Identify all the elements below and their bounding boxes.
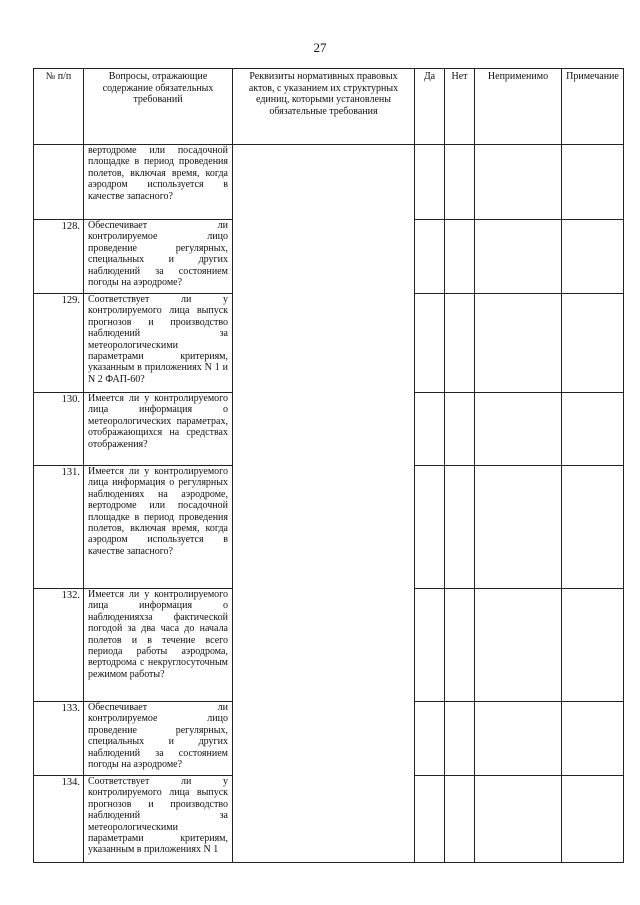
yes-cell[interactable] xyxy=(415,466,445,589)
no-cell[interactable] xyxy=(445,220,475,294)
note-cell[interactable] xyxy=(562,466,624,589)
note-cell[interactable] xyxy=(562,294,624,393)
question-text: Имеется ли у контролируемого лица информация о регулярных наблюдениях на аэродроме, вертодроме или посадочной площадке в период проведения полетов, включая время, когда аэродром используется в качестве запасного? xyxy=(84,466,233,589)
checklist-table xyxy=(33,68,624,863)
row-number: 130. xyxy=(34,393,84,466)
yes-cell[interactable] xyxy=(415,145,445,220)
yes-cell[interactable] xyxy=(415,589,445,702)
note-cell[interactable] xyxy=(562,702,624,776)
page-number: 27 xyxy=(313,40,327,55)
na-cell[interactable] xyxy=(475,294,562,393)
na-cell[interactable] xyxy=(475,702,562,776)
header-na: Неприменимо xyxy=(475,69,562,145)
row-number: 134. xyxy=(34,776,84,863)
table-row xyxy=(34,145,624,220)
requisites-cell xyxy=(233,145,415,863)
note-cell[interactable] xyxy=(562,589,624,702)
header-no: Нет xyxy=(445,69,475,145)
yes-cell[interactable] xyxy=(415,294,445,393)
yes-cell[interactable] xyxy=(415,220,445,294)
row-number: 129. xyxy=(34,294,84,393)
question-text: Имеется ли у контролируемого лица информация о наблюденияхза фактической погодой за два часа до начала полетов и в течение всего периода работы аэродрома, вертодрома с некруглосуточным режимом работы? xyxy=(84,589,233,702)
question-text: Соответствует ли у контролируемого лица выпуск прогнозов и производство наблюдений за метеорологическими параметрами критериям, указанным в приложениях N 1 xyxy=(84,776,233,863)
row-number: 131. xyxy=(34,466,84,589)
question-text: Соответствует ли у контролируемого лица выпуск прогнозов и производство наблюдений за метеорологическими параметрами критериям, указанным в приложениях N 1 и N 2 ФАП-60? xyxy=(84,294,233,393)
no-cell[interactable] xyxy=(445,294,475,393)
header-num: № п/п xyxy=(34,69,84,145)
header-row xyxy=(34,69,624,145)
row-number xyxy=(34,145,84,220)
note-cell[interactable] xyxy=(562,776,624,863)
yes-cell[interactable] xyxy=(415,702,445,776)
question-text: Обеспечивает ли контролируемое лицо проведение регулярных, специальных и других наблюдений за состоянием погоды на аэродроме? xyxy=(84,702,233,776)
note-cell[interactable] xyxy=(562,145,624,220)
no-cell[interactable] xyxy=(445,393,475,466)
question-text: Обеспечивает ли контролируемое лицо проведение регулярных, специальных и других наблюдений за состоянием погоды на аэродроме? xyxy=(84,220,233,294)
row-number: 132. xyxy=(34,589,84,702)
note-cell[interactable] xyxy=(562,220,624,294)
na-cell[interactable] xyxy=(475,393,562,466)
na-cell[interactable] xyxy=(475,466,562,589)
yes-cell[interactable] xyxy=(415,776,445,863)
header-yes: Да xyxy=(415,69,445,145)
na-cell[interactable] xyxy=(475,220,562,294)
na-cell[interactable] xyxy=(475,589,562,702)
no-cell[interactable] xyxy=(445,589,475,702)
note-cell[interactable] xyxy=(562,393,624,466)
header-questions: Вопросы, отражающие содержание обязательных требований xyxy=(84,69,233,145)
question-text: Имеется ли у контролируемого лица информация о метеорологических параметрах, отображающихся на средствах отображения? xyxy=(84,393,233,466)
header-requisites: Реквизиты нормативных правовых актов, с указанием их структурных единиц, которыми установлены обязательные требования xyxy=(233,69,415,145)
na-cell[interactable] xyxy=(475,145,562,220)
row-number: 128. xyxy=(34,220,84,294)
yes-cell[interactable] xyxy=(415,393,445,466)
row-number: 133. xyxy=(34,702,84,776)
header-note: Примечание xyxy=(562,69,624,145)
no-cell[interactable] xyxy=(445,466,475,589)
no-cell[interactable] xyxy=(445,145,475,220)
question-text: вертодроме или посадочной площадке в период проведения полетов, включая время, когда аэродром используется в качестве запасного? xyxy=(84,145,233,220)
na-cell[interactable] xyxy=(475,776,562,863)
no-cell[interactable] xyxy=(445,776,475,863)
no-cell[interactable] xyxy=(445,702,475,776)
